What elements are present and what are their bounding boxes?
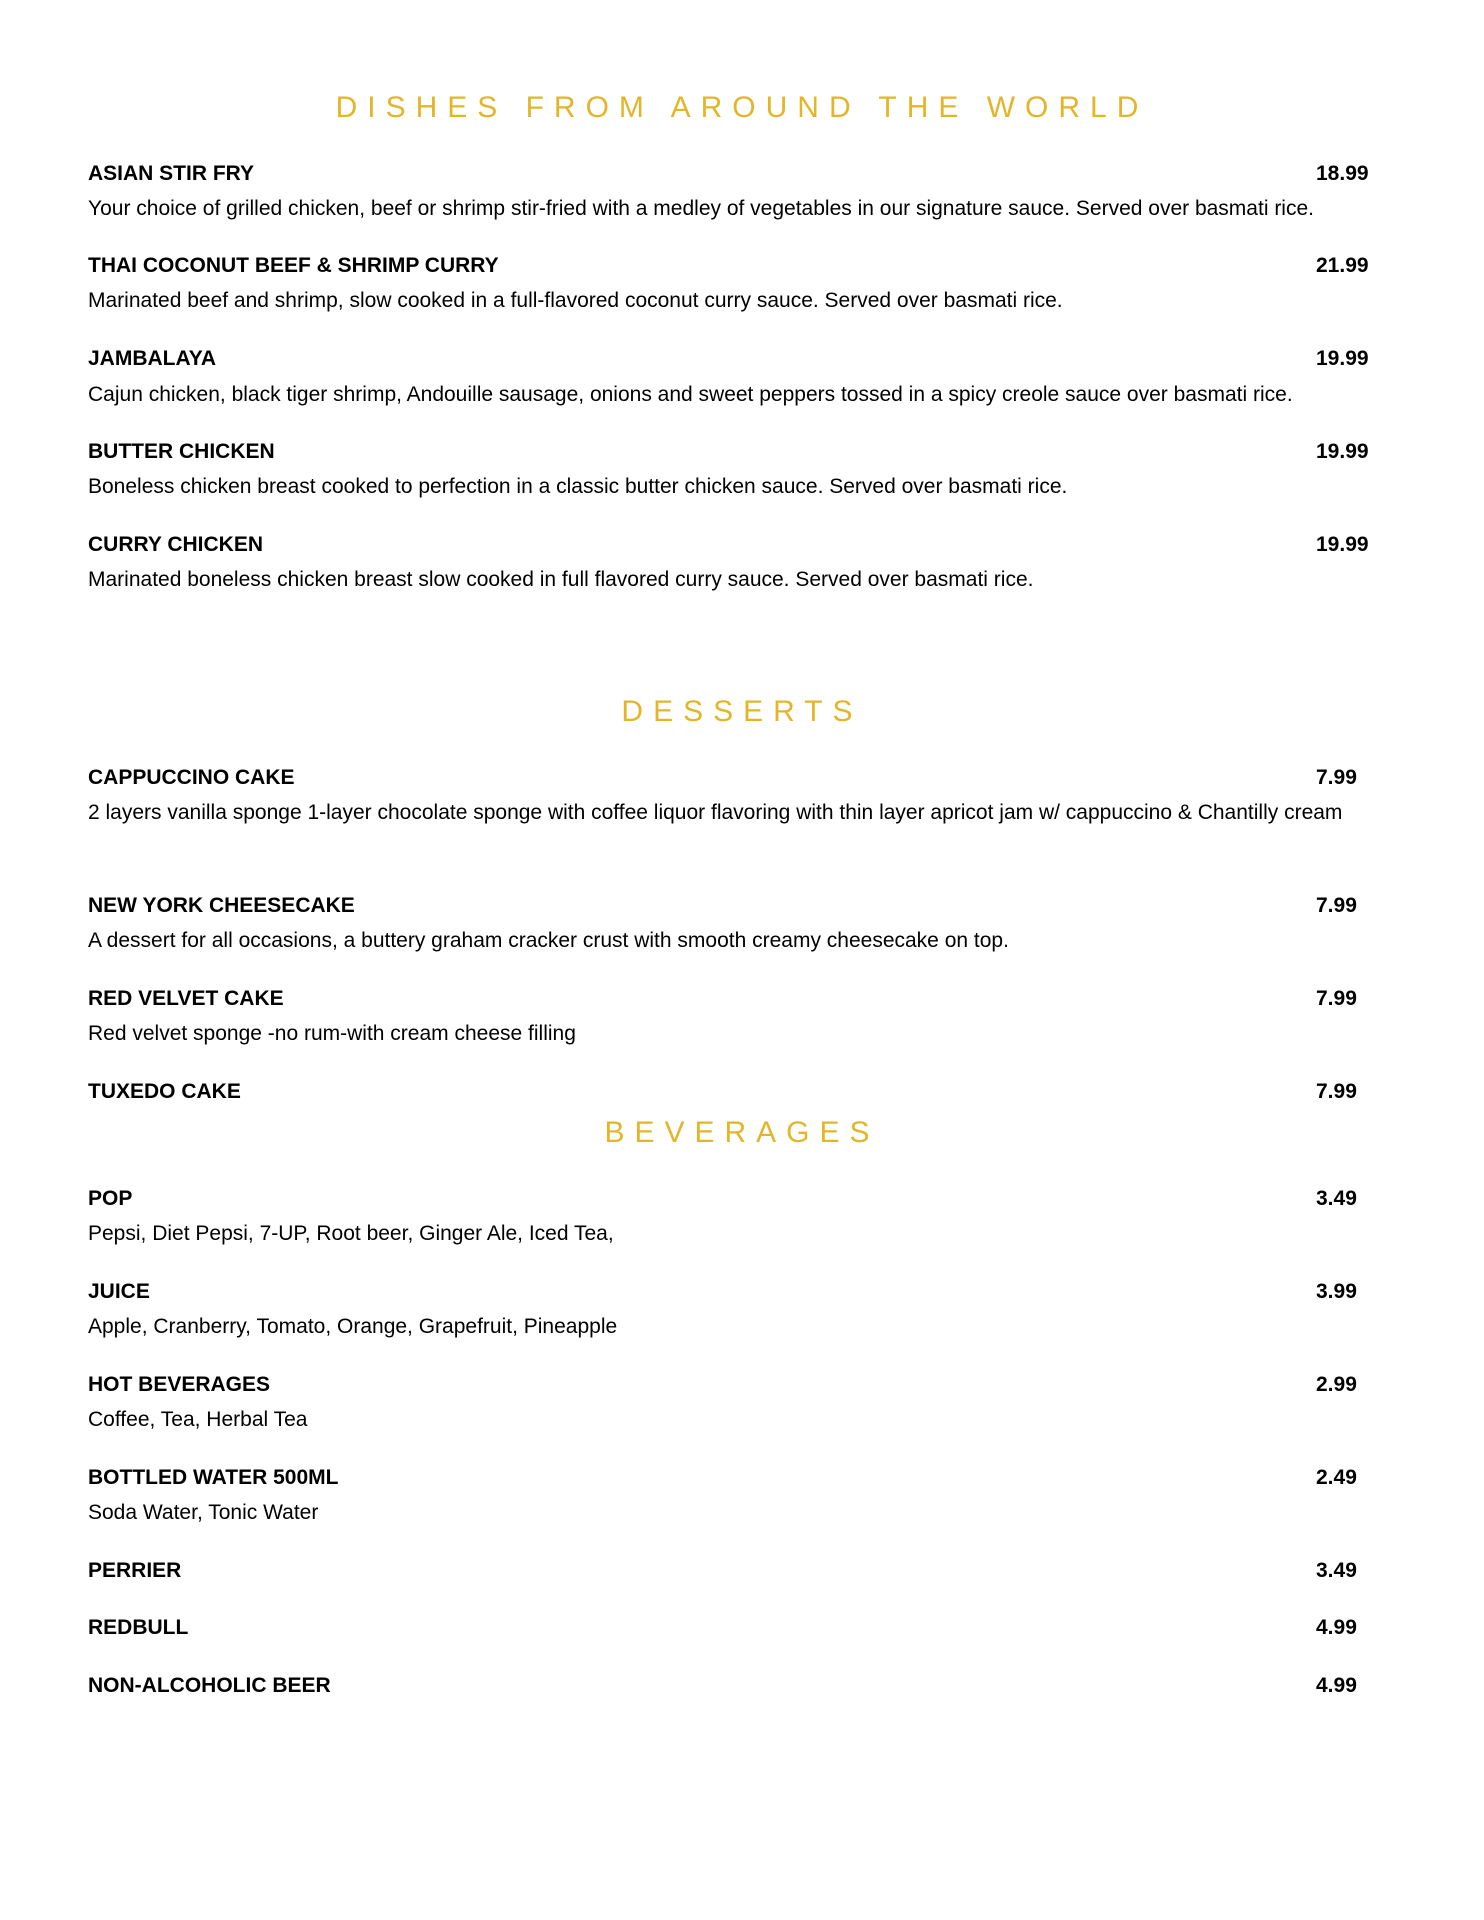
item-name: CAPPUCCINO CAKE xyxy=(88,766,295,789)
item-price: 3.99 xyxy=(1316,1280,1357,1303)
item-price: 4.99 xyxy=(1316,1616,1357,1639)
item-description: Marinated beef and shrimp, slow cooked in a full-flavored coconut curry sauce. Served over basmati rice. xyxy=(88,289,1063,312)
item-price: 7.99 xyxy=(1316,1080,1357,1103)
item-description: Boneless chicken breast cooked to perfection in a classic butter chicken sauce. Served over basmati rice. xyxy=(88,475,1068,498)
item-price: 19.99 xyxy=(1316,440,1369,463)
item-name: PERRIER xyxy=(88,1559,182,1582)
item-price: 19.99 xyxy=(1316,533,1369,556)
item-name: TUXEDO CAKE xyxy=(88,1080,241,1103)
section-heading-desserts: DESSERTS xyxy=(621,695,863,728)
item-name: NON-ALCOHOLIC BEER xyxy=(88,1674,331,1697)
item-name: THAI COCONUT BEEF & SHRIMP CURRY xyxy=(88,254,499,277)
item-price: 3.49 xyxy=(1316,1187,1357,1210)
item-name: HOT BEVERAGES xyxy=(88,1373,271,1396)
item-price: 4.99 xyxy=(1316,1674,1357,1697)
item-description: Pepsi, Diet Pepsi, 7-UP, Root beer, Ginger Ale, Iced Tea, xyxy=(88,1222,614,1245)
item-name: POP xyxy=(88,1187,133,1210)
item-price: 3.49 xyxy=(1316,1559,1357,1582)
item-name: NEW YORK CHEESECAKE xyxy=(88,894,355,917)
item-name: BUTTER CHICKEN xyxy=(88,440,275,463)
item-description: Your choice of grilled chicken, beef or shrimp stir-fried with a medley of vegetables in our signature sauce. Served over basmati rice. xyxy=(88,197,1314,220)
item-name: JAMBALAYA xyxy=(88,347,216,370)
item-name: JUICE xyxy=(88,1280,150,1303)
item-description: Soda Water, Tonic Water xyxy=(88,1501,319,1524)
section-heading-beverages: BEVERAGES xyxy=(604,1116,880,1149)
item-price: 18.99 xyxy=(1316,162,1369,185)
item-description: 2 layers vanilla sponge 1-layer chocolate sponge with coffee liquor flavoring with thin layer apricot jam w/ cappuccino & Chantilly cream xyxy=(88,801,1343,824)
item-description: Coffee, Tea, Herbal Tea xyxy=(88,1408,308,1431)
item-name: REDBULL xyxy=(88,1616,189,1639)
item-price: 7.99 xyxy=(1316,766,1357,789)
section-heading-world: DISHES FROM AROUND THE WORLD xyxy=(335,91,1149,124)
item-description: Marinated boneless chicken breast slow cooked in full flavored curry sauce. Served over basmati rice. xyxy=(88,568,1034,591)
item-price: 2.99 xyxy=(1316,1373,1357,1396)
item-description: Apple, Cranberry, Tomato, Orange, Grapefruit, Pineapple xyxy=(88,1315,618,1338)
item-name: CURRY CHICKEN xyxy=(88,533,264,556)
item-name: BOTTLED WATER 500ML xyxy=(88,1466,339,1489)
item-description: A dessert for all occasions, a buttery graham cracker crust with smooth creamy cheesecake on top. xyxy=(88,929,1009,952)
item-price: 21.99 xyxy=(1316,254,1369,277)
item-price: 2.49 xyxy=(1316,1466,1357,1489)
item-description: Cajun chicken, black tiger shrimp, Andouille sausage, onions and sweet peppers tossed in a spicy creole sauce over basmati rice. xyxy=(88,383,1293,406)
item-price: 7.99 xyxy=(1316,987,1357,1010)
item-description: Red velvet sponge -no rum-with cream cheese filling xyxy=(88,1022,576,1045)
item-name: RED VELVET CAKE xyxy=(88,987,284,1010)
item-name: ASIAN STIR FRY xyxy=(88,162,255,185)
item-price: 19.99 xyxy=(1316,347,1369,370)
item-price: 7.99 xyxy=(1316,894,1357,917)
